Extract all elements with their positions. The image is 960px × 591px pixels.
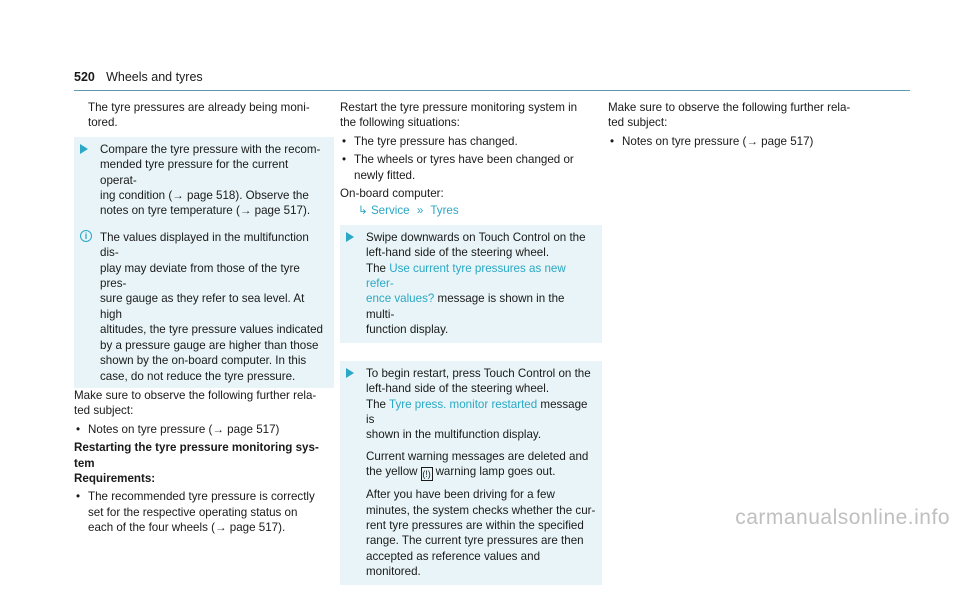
menu-item-service: Service (370, 204, 410, 218)
text-line: • The wheels or tyres have been changed or (354, 153, 574, 167)
text-line: ing condition (→ page 518). Observe the (100, 189, 309, 203)
display-message: ence values? (366, 292, 435, 306)
info-note (74, 230, 334, 388)
menu-item-tyres: Tyres (430, 204, 459, 218)
onboard-computer-label: On-board computer: (340, 187, 444, 201)
watermark: carmanualsonline.info (735, 505, 950, 529)
text-line: Current warning messages are deleted and (366, 449, 589, 463)
text-fragment: warning lamp goes out. (435, 465, 556, 479)
text-line: function display. (366, 323, 449, 337)
text-line: left-hand side of the steering wheel. (366, 382, 550, 396)
step-arrow-icon (80, 144, 88, 154)
text-line (366, 397, 596, 428)
column-2 (340, 100, 602, 591)
text-line: tored. (88, 116, 118, 130)
text-line (366, 291, 596, 322)
text-fragment: The (366, 397, 389, 411)
text-fragment: message is shown in the multi- (366, 292, 565, 321)
text-line: newly fitted. (354, 168, 416, 182)
text-line (366, 464, 596, 481)
text-line: The values displayed in the multifunction dis- (100, 230, 309, 260)
text-line: minutes, the system checks whether the cur- (366, 503, 596, 517)
text-line: each of the four wheels (→ page 517). (88, 521, 286, 535)
text-line: The tyre pressures are already being moni- (88, 101, 310, 114)
related-link[interactable]: • Notes on tyre pressure (→ page 517) (74, 422, 334, 437)
text-line: ted subject: (74, 404, 134, 418)
menu-path (340, 203, 602, 218)
instruction-band (74, 137, 334, 388)
text-line: Compare the tyre pressure with the recom- (100, 142, 321, 156)
display-message: Tyre press. monitor restarted (389, 397, 538, 411)
text-line: case, do not reduce the tyre pressure. (100, 369, 296, 383)
instruction-band (340, 225, 602, 343)
section-title: Wheels and tyres (106, 70, 203, 84)
instruction-step (340, 225, 602, 343)
tyre-warning-lamp-icon: (!) (422, 469, 431, 480)
column-3 (608, 100, 870, 152)
related-subject-intro (608, 100, 870, 131)
situation-item: • The tyre pressure has changed. (340, 134, 602, 149)
double-chevron-icon: » (416, 204, 424, 218)
text-line: Make sure to observe the following further rela- (608, 101, 851, 114)
related-subject-intro (74, 388, 334, 419)
text-line: the following situations: (340, 116, 460, 130)
text-line: notes on tyre temperature (→ page 517). (100, 204, 311, 218)
requirement-item (74, 489, 334, 535)
text-fragment: the yellow (366, 465, 418, 479)
restart-intro (340, 100, 602, 131)
text-fragment: The (366, 261, 390, 275)
text-line: play may deviate from those of the tyre pres- (100, 261, 300, 291)
text-line: accepted as reference values and monitored. (366, 549, 541, 579)
text-line: Restart the tyre pressure monitoring system in (340, 101, 578, 114)
text-line: set for the respective operating status on (88, 505, 298, 519)
text-line (366, 261, 596, 292)
text-line: Swipe downwards on Touch Control on the (366, 230, 586, 244)
instruction-step (340, 361, 602, 585)
intro-paragraph (74, 100, 334, 131)
requirements-label: Requirements: (74, 471, 156, 485)
header-divider (74, 90, 910, 91)
instruction-band (340, 361, 602, 585)
text-line: After you have been driving for a few (366, 488, 555, 502)
step-arrow-icon (346, 232, 354, 242)
text-line: range. The current tyre pressures are then (366, 534, 584, 548)
text-line: ted subject: (608, 116, 668, 130)
text-line: mended tyre pressure for the current operat- (100, 158, 289, 187)
situation-item (340, 152, 602, 183)
text-line: Restarting the tyre pressure monitoring sys- (74, 441, 319, 455)
text-line: sure gauge as they refer to sea level. At high (100, 292, 305, 321)
text-line: shown in the multifunction display. (366, 428, 542, 442)
info-icon: i (80, 230, 92, 242)
text-line: tem (74, 456, 95, 470)
text-line: shown by the on-board computer. In this (100, 354, 307, 368)
text-line: • The recommended tyre pressure is correctly (88, 490, 315, 504)
instruction-step (74, 137, 334, 224)
related-link[interactable]: • Notes on tyre pressure (→ page 517) (608, 134, 870, 149)
menu-return-icon: ↳ (358, 204, 368, 218)
page-header (74, 70, 203, 85)
section-heading (74, 440, 334, 471)
text-fragment: message is (366, 397, 588, 426)
page-number: 520 (74, 70, 95, 84)
text-line: left-hand side of the steering wheel. (366, 246, 550, 260)
text-line: rent tyre pressures are within the specified (366, 518, 584, 532)
text-line: Make sure to observe the following further rela- (74, 388, 317, 402)
text-line: by a pressure gauge are higher than those (100, 338, 319, 352)
text-line: altitudes, the tyre pressure values indicated (100, 323, 323, 337)
display-message: Use current tyre pressures as new refer- (366, 261, 566, 291)
column-1 (74, 100, 334, 539)
text-line: To begin restart, press Touch Control on the (366, 366, 591, 380)
step-arrow-icon (346, 368, 354, 378)
